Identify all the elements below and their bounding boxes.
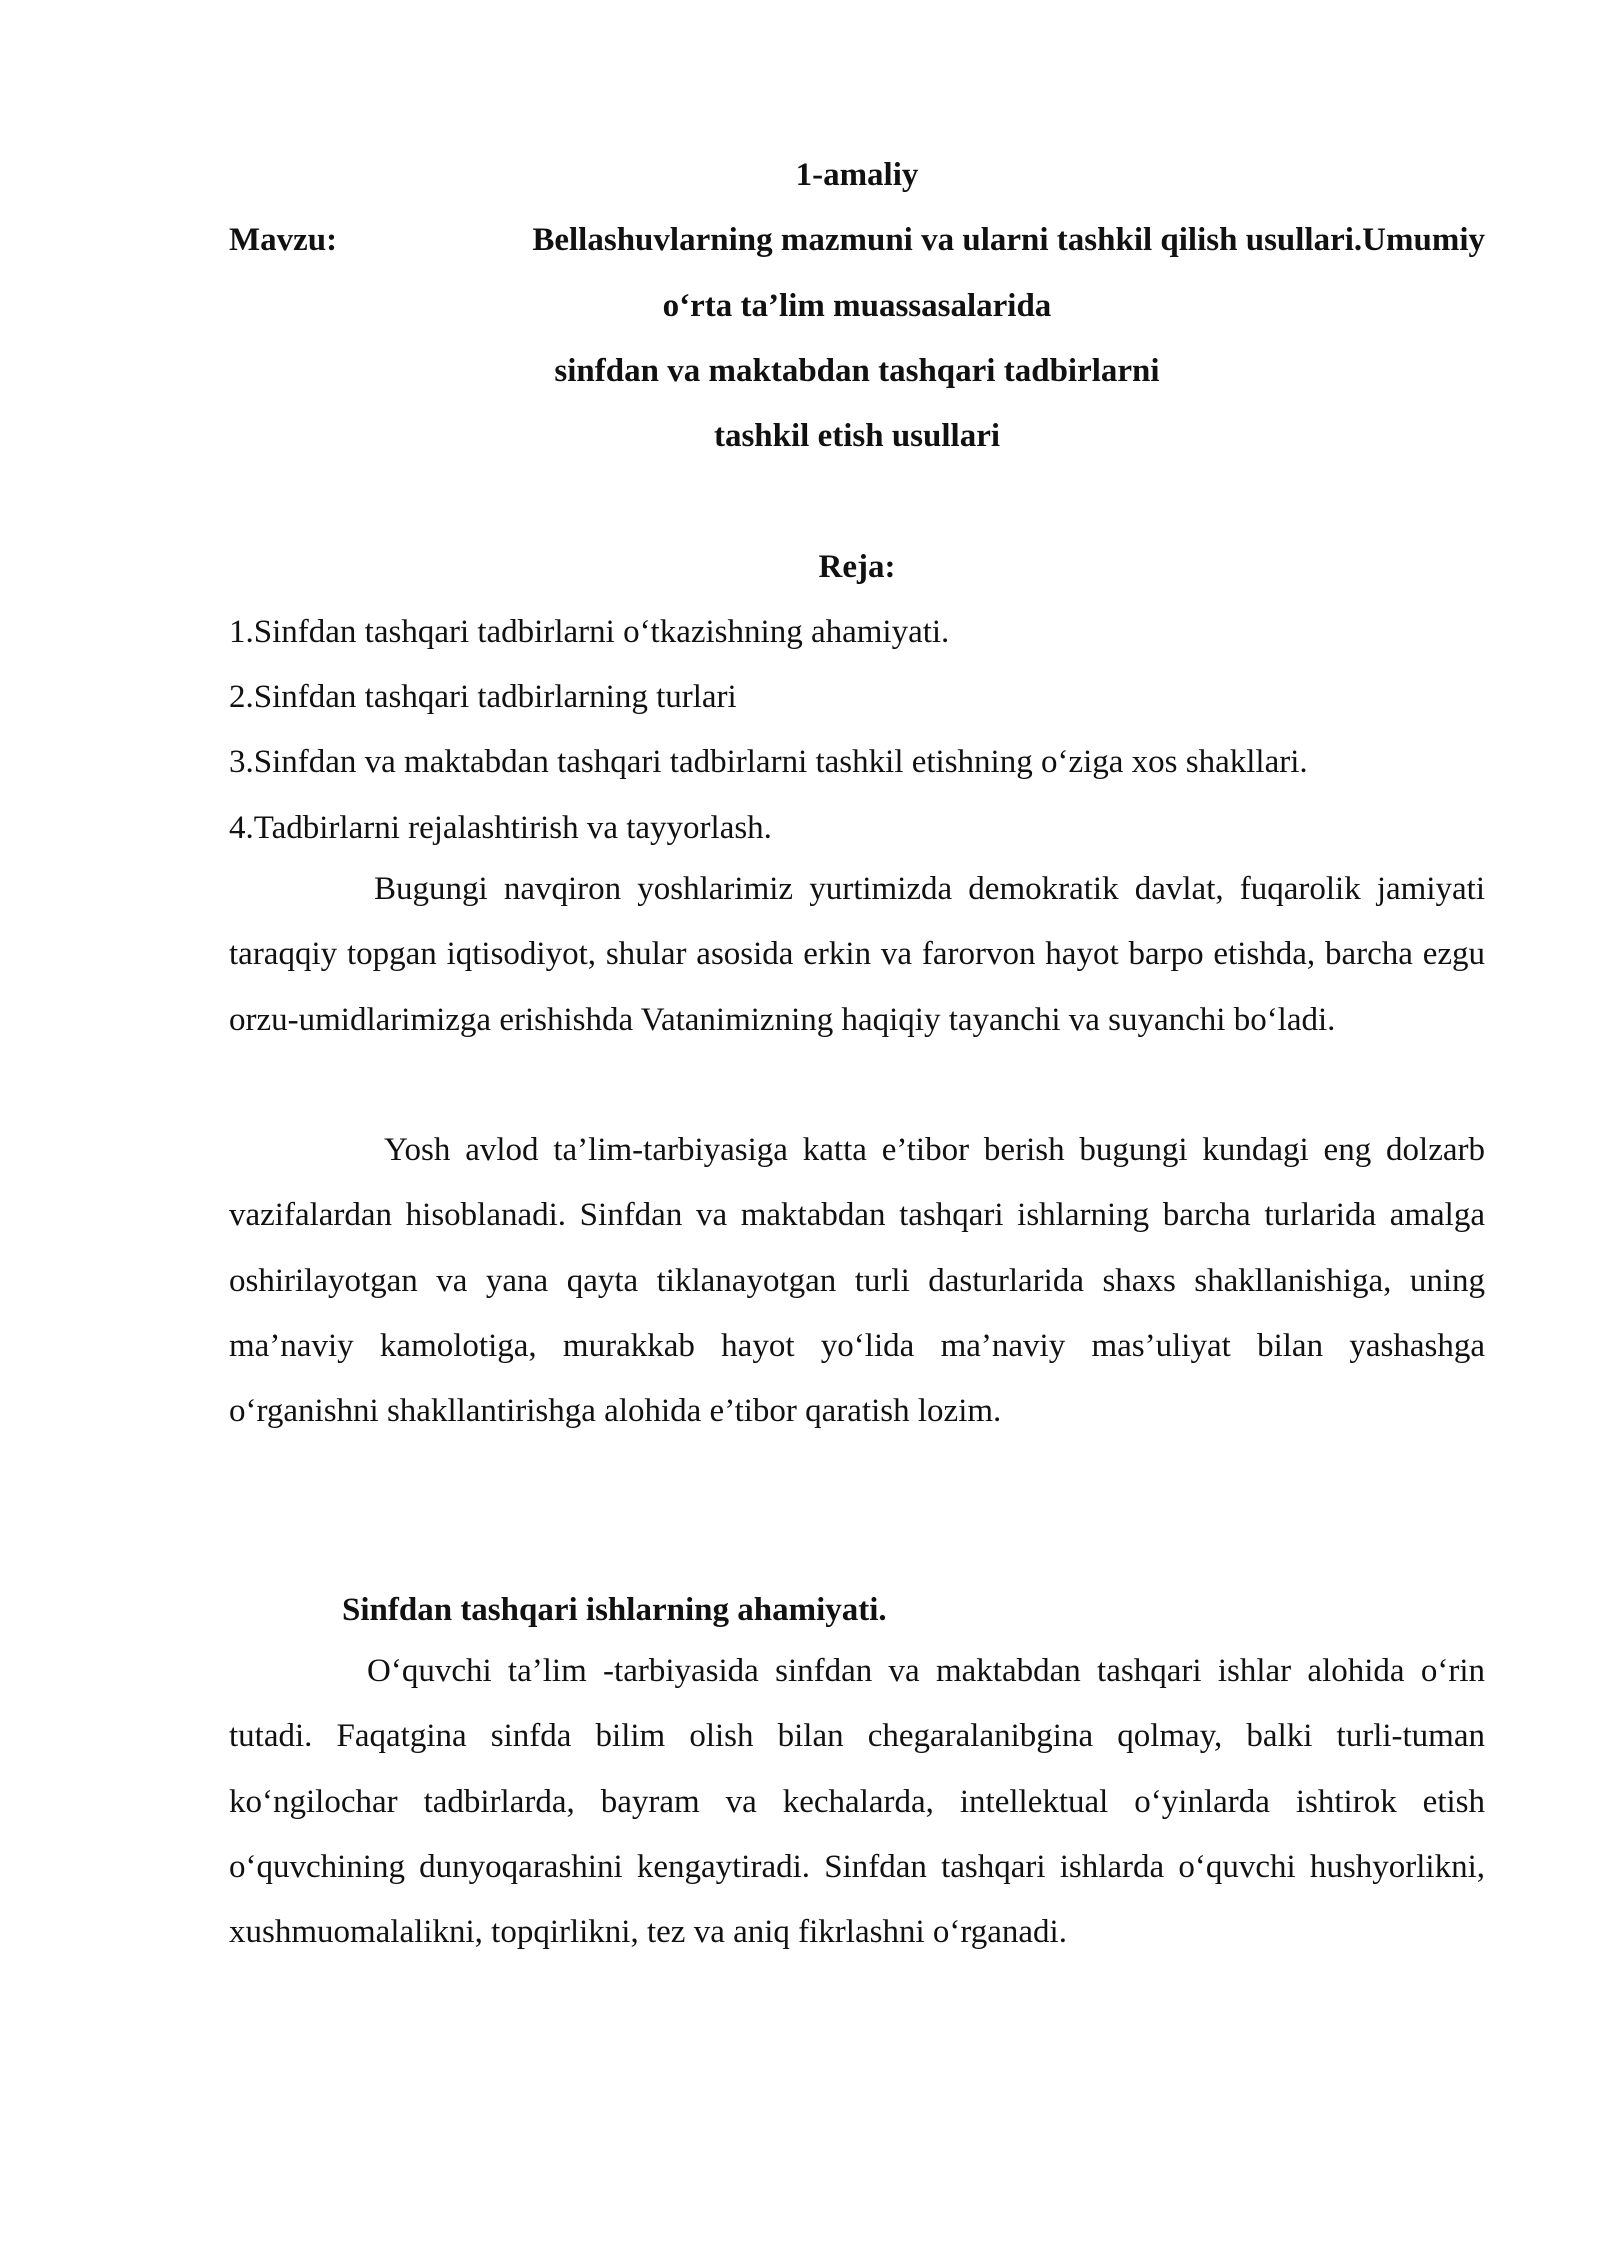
body-paragraph: Bugungi navqiron yoshlarimiz yurtimizda demokratik davlat, fuqarolik jamiyati taraqqiy topgan iqtisodiyot, shular asosida erkin va farorvon hayot barpo etishda, barcha ezgu orzu-umidlarimizga erishishda Vatanimizning haqiqiy tayanchi va suyanchi bo‘ladi. [229,871,1485,1038]
practical-number-heading: 1-amaliy [795,157,919,193]
section-paragraph: O‘quvchi ta’lim -tarbiyasida sinfdan va maktabdan tashqari ishlar alohida o‘rin tutadi. Faqatgina sinfda bilim olish bilan chegaralanibgina qolmay, balki turli-tuman ko‘ngilochar tadbirlarda, bayram va kechalarda, intellektual o‘yinlarda ishtirok etish o‘quvchining dunyoqarashini kengaytiradi. Sinfdan tashqari ishlarda o‘quvchi hushyorlikni, xushmuomalalikni, topqirlikni, tez va aniq fikrlashni o‘rganadi. [229,1653,1485,1951]
topic-label: Mavzu: [229,222,338,258]
body-paragraph: Yosh avlod ta’lim-tarbiyasiga katta e’tibor berish bugungi kundagi eng dolzarb vazifalardan hisoblanadi. Sinfdan va maktabdan tashqari ishlarning barcha turlarida amalga oshirilayotgan va yana qayta tiklanayotgan turli dasturlarida shaxs shakllanishiga, uning ma’naviy kamolotiga, murakkab hayot yo‘lida ma’naviy mas’uliyat bilan yashashga o‘rganishni shakllantirishga alohida e’tibor qaratish lozim. [229,1132,1485,1430]
plan-item: 1.Sinfdan tashqari tadbirlarni o‘tkazishning ahamiyati. [229,614,950,650]
topic-line-3: sinfdan va maktabdan tashqari tadbirlarni [554,353,1160,389]
plan-item: 4.Tadbirlarni rejalashtirish va tayyorlash. [229,810,772,846]
plan-item: 2.Sinfdan tashqari tadbirlarning turlari [229,679,737,715]
plan-title: Reja: [818,549,896,585]
section-heading: Sinfdan tashqari ishlarning ahamiyati. [342,1592,887,1628]
topic-line-2: o‘rta ta’lim muassasalarida [662,288,1052,324]
topic-line-1: Bellashuvlarning mazmuni va ularni tashkil qilish usullari.Umumiy [532,222,1485,258]
plan-item: 3.Sinfdan va maktabdan tashqari tadbirlarni tashkil etishning o‘ziga xos shakllari. [229,744,1308,780]
topic-line-4: tashkil etish usullari [713,418,1001,454]
